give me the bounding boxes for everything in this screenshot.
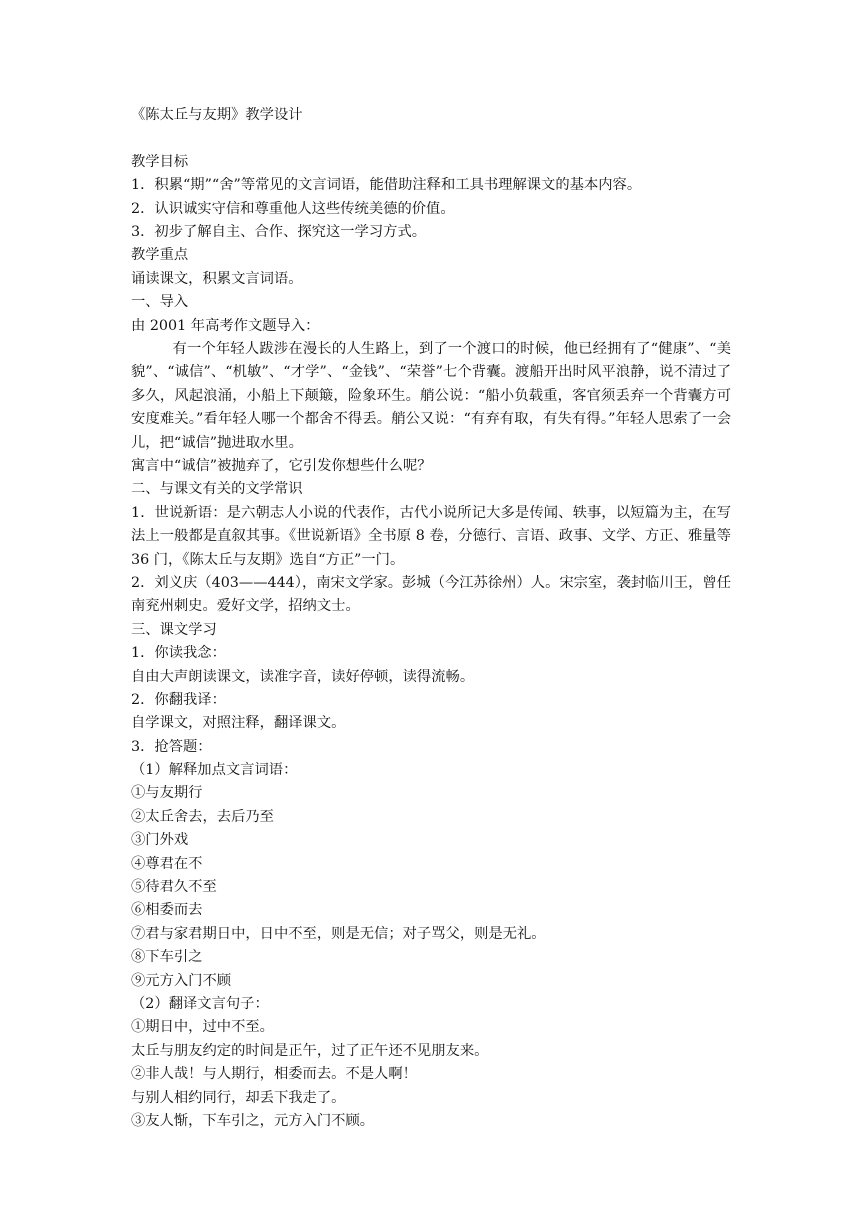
question-text: 寓言中“诚信”被抛弃了，它引发你想些什么呢？ xyxy=(131,457,432,474)
activity-heading: 3．抢答题： xyxy=(131,738,212,755)
activity-text: 自由大声朗读课文，读准字音，读好停顿，读得流畅。 xyxy=(131,668,475,685)
intro-text: 由 2001 年高考作文题导入： xyxy=(131,317,320,334)
list-item: ⑦君与家君期日中，日中不至，则是无信；对子骂父，则是无礼。 xyxy=(131,925,546,942)
activity-text: 自学课文，对照注释，翻译课文。 xyxy=(131,715,346,732)
knowledge-item: 2．刘义庆（403——444），南宋文学家。彭城（今江苏徐州）人。宋宗室，袭封临川王，曾任南兖州刺史。爱好文学，招纳文士。 xyxy=(131,574,731,615)
document-body xyxy=(131,104,731,1133)
goal-item: 3．初步了解自主、合作、探究这一学习方式。 xyxy=(131,223,427,240)
list-item: ①与友期行 xyxy=(131,785,203,802)
list-item: ⑤待君久不至 xyxy=(131,879,217,896)
heading-teaching-focus: 教学重点 xyxy=(131,247,189,264)
subquestion-heading: （1）解释加点文言词语： xyxy=(131,762,298,779)
heading-teaching-goals: 教学目标 xyxy=(131,153,189,170)
list-item: ⑨元方入门不顾 xyxy=(131,972,232,989)
focus-text: 诵读课文，积累文言词语。 xyxy=(131,270,303,287)
list-item: ②非人哉！与人期行，相委而去。不是人啊！ xyxy=(131,1066,417,1083)
subquestion-heading: （2）翻译文言句子： xyxy=(131,996,269,1012)
section-heading: 二、与课文有关的文学常识 xyxy=(131,481,303,498)
goal-item: 1．积累“期”“舍”等常见的文言词语，能借助注释和工具书理解课文的基本内容。 xyxy=(131,177,642,194)
list-item: ③门外戏 xyxy=(131,832,189,849)
section-heading: 一、导入 xyxy=(131,294,189,311)
activity-heading: 1．你读我念： xyxy=(131,645,226,662)
story-paragraph: 有一个年轻人跋涉在漫长的人生路上，到了一个渡口的时候，他已经拥有了“健康”、“美貌”、“诚信”、“机敏”、“才学”、“金钱”、“荣誉”七个背囊。渡船开出时风平浪静，说不清过了多久，风起浪涌，小船上下颠簸，险象环生。艄公说：“船小负载重，客官须丢弃一个背囊方可安度难关。”看年轻人哪一个都舍不得丢。艄公又说：“有弃有取，有失有得。”年轻人思索了一会儿，把“诚信”抛进取水里。 xyxy=(131,340,731,451)
translation-text: 太丘与朋友约定的时间是正午，过了正午还不见朋友来。 xyxy=(131,1042,489,1059)
translation-text: 与别人相约同行，却丢下我走了。 xyxy=(131,1089,346,1106)
document-title: 《陈太丘与友期》教学设计 xyxy=(131,107,303,123)
goal-item: 2．认识诚实守信和尊重他人这些传统美德的价值。 xyxy=(131,200,455,217)
list-item: ①期日中，过中不至。 xyxy=(131,1019,274,1036)
list-item: ⑥相委而去 xyxy=(131,902,203,919)
knowledge-item: 1．世说新语：是六朝志人小说的代表作，古代小说所记大多是传闻、轶事，以短篇为主，在写法上一般都是直叙其事。《世说新语》全书原 8 卷，分德行、言语、政事、文学、方正、雅量等 36 门，《陈太丘与友期》选自“方正”一门。 xyxy=(131,504,731,568)
list-item: ②太丘舍去，去后乃至 xyxy=(131,808,274,825)
list-item: ④尊君在不 xyxy=(131,855,203,872)
list-item: ⑧下车引之 xyxy=(131,949,203,966)
list-item: ③友人惭，下车引之，元方入门不顾。 xyxy=(131,1112,375,1129)
section-heading: 三、课文学习 xyxy=(131,621,217,638)
activity-heading: 2．你翻我译： xyxy=(131,691,226,708)
